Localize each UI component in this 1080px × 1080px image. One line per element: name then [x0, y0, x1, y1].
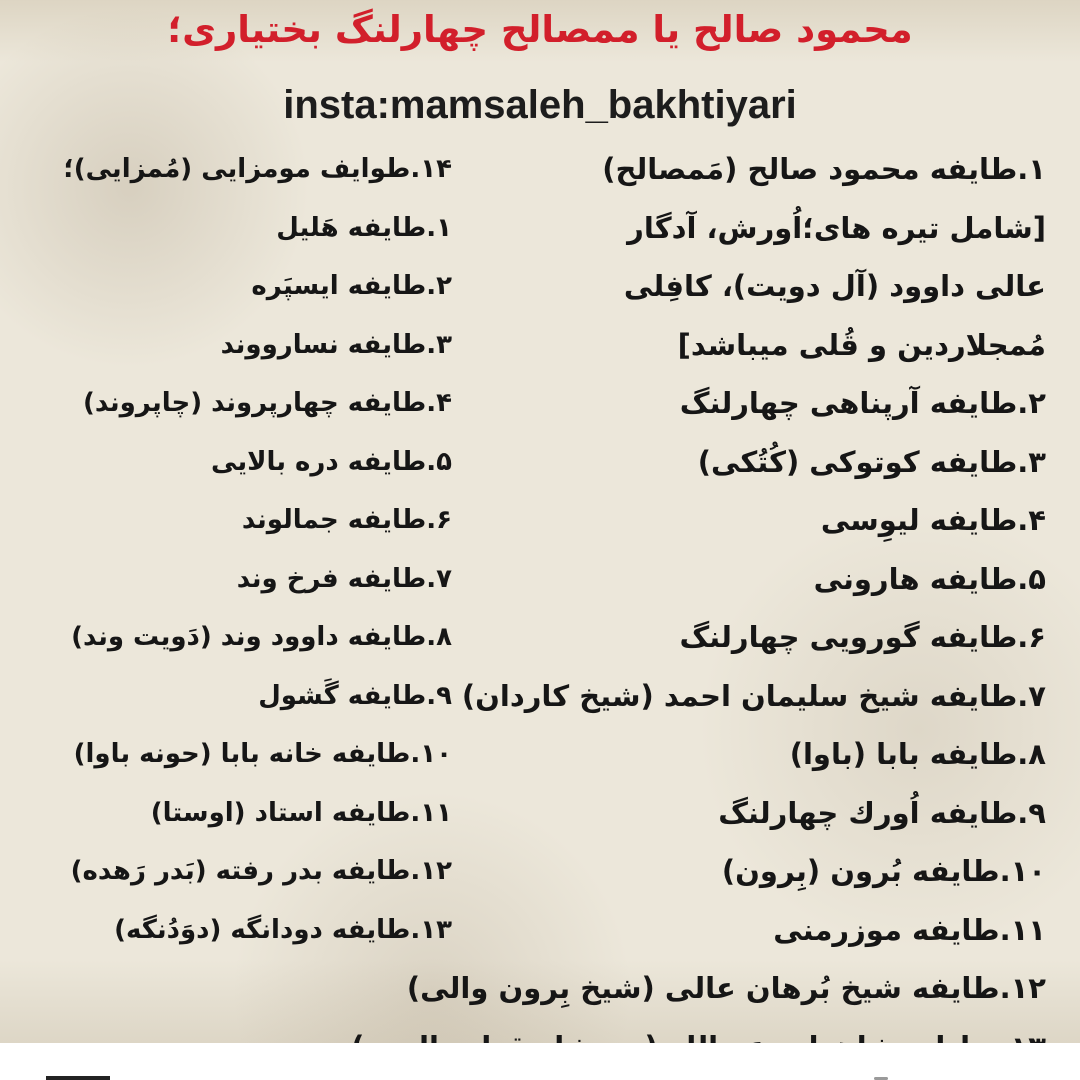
- list-item: ۲.طایفه ایسپَره: [251, 271, 452, 301]
- list-item: [شامل تیره های؛اُورش، آدگار: [627, 210, 1046, 245]
- bottom-edge-mark: [46, 1076, 110, 1080]
- list-item: ۹.طایفه گَشول: [258, 680, 452, 711]
- list-item: ۴.طایفه لیوِسی: [820, 503, 1046, 537]
- list-item: ۶.طایفه جمالوند: [241, 505, 452, 535]
- list-item: ۴.طایفه چهارپروند (چاپروند): [82, 388, 452, 418]
- list-item: ۲.طایفه آرپناهی چهارلنگ: [679, 386, 1046, 420]
- list-item: ۱۱.طایفه استاد (اوستا): [150, 797, 452, 828]
- list-item: ۸.طایفه بابا (باوا): [789, 737, 1046, 771]
- list-item: ۱۴.طوایف مومزایی (مُمزایی)؛: [63, 154, 452, 184]
- list-item: ۳.طایفه نسارووند: [220, 329, 452, 360]
- list-item: ۵.طایفه هارونی: [813, 561, 1046, 596]
- instagram-handle: insta:mamsaleh_bakhtiyari: [283, 83, 797, 127]
- list-item: ۷.طایفه شیخ سلیمان احمد (شیخ کاردان): [461, 678, 1046, 713]
- list-item: ۵.طایفه دره بالایی: [211, 446, 452, 477]
- list-item: مُمجلاردین و قُلی میباشد]: [677, 327, 1046, 362]
- list-item: ۶.طایفه گورویی چهارلنگ: [679, 620, 1046, 654]
- list-item: ۱.طایفه هَلیل: [276, 212, 452, 243]
- list-item: ۱۱.طایفه موزرمنی: [773, 912, 1046, 947]
- list-item: ۱.طایفه محمود صالح (مَمصالح): [602, 152, 1046, 186]
- list-item: ۸.طایفه داوود وند (دَویت وند): [71, 622, 452, 652]
- list-item: ۹.طایفه اُورك چهارلنگ: [718, 795, 1046, 830]
- list-item: عالی داوود (آل دویت)، کافِلی: [623, 269, 1046, 303]
- left-column-list: [7, 140, 452, 959]
- list-item: ۱۲.طایفه بدر رفته (بَدر رَهده): [70, 856, 452, 886]
- list-item: ۳.طایفه کوتوکی (کُتُکی): [697, 444, 1046, 479]
- list-item: ۱۰.طایفه بُرون (بِرون): [721, 854, 1046, 888]
- list-item: ۷.طایفه فرخ وند: [236, 563, 452, 594]
- document-title: محمود صالح یا ممصالح چهارلنگ بختیاری؛: [167, 8, 913, 51]
- list-item: ۱۳.طایفه دودانگه (دوَدُنگه): [114, 914, 452, 945]
- list-item: ۱۲.طایفه شیخ بُرهان عالی (شیخ بِرون والی): [406, 971, 1046, 1005]
- bottom-bar: [0, 1043, 1080, 1080]
- right-column-list: [406, 140, 1046, 1076]
- list-item: ۱۰.طایفه خانه بابا (حونه باوا): [73, 739, 452, 769]
